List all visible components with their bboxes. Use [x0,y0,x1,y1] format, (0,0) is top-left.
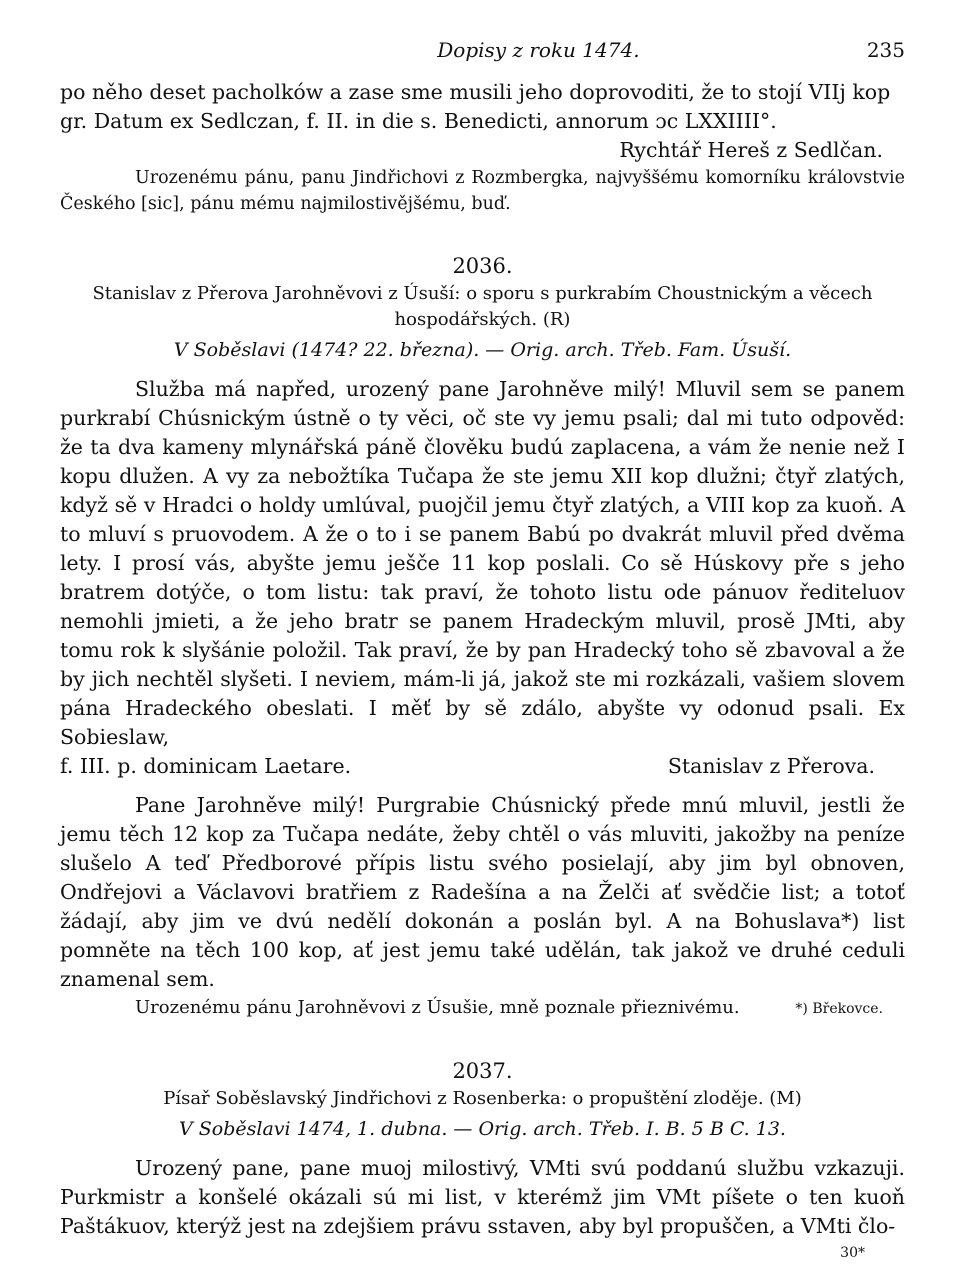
letter-2036-address: Urozenému pánu Jarohněvovi z Úsušie, mně poznale přieznivému. [135,997,740,1018]
letter-heading-2036: Stanislav z Přerova Jarohněvovi z Úsuší: o sporu s purkrabím Choustnickým a věcech hospodářských. (R) [92,283,873,330]
running-head [60,38,905,78]
running-title: Dopisy z roku 1474. [437,38,640,62]
letter-dateline-2037: V Soběslavi 1474, 1. dubna. — Orig. arch. Třeb. I. B. 5 B C. 13. [179,1118,786,1140]
letter-number-2036: 2036. [452,254,513,278]
footnote: *) Břekovce. [795,1001,883,1017]
letter-2037-paragraph-1: Urozený pane, pane muoj milostivý, VMti svú poddanú službu vzkazuji. Purkmistr a konšelé okázali sú mi list, v kterémž jim VMt píšete o ten kuoň Paštákuov, kterýž jest na zdejšiem právu sstaven, aby byl propuščen, a VMti člo- [60,1156,905,1238]
letter-heading-2037: Písař Soběslavský Jindřichovi z Rosenberka: o propuštění zloděje. (M) [163,1088,802,1109]
letter-2036-paragraph-2: Pane Jarohněve milý! Purgrabie Chúsnický přede mnú mluvil, jestli že jemu těch 12 kop za Tučapa nedáte, žeby chtěl o vás mluviti, jakožby na peníze slušelo A teď Předborové přípis listu svého posielají, aby jim byl obnoven, Ondřejovi a Václavovi bratřiem z Radešína a na Želči ať svědčie list; a totoť žádají, aby jim ve dvú nedělí dokonán a poslán byl. A na Bohuslava*) list pomněte na těch 100 kop, ať jest jemu také udělán, tak jakož ve druhé ceduli znamenal sem. [60,793,905,991]
book-page [60,38,905,1261]
continuation-address [60,165,905,217]
letter-2036-signature: Stanislav z Přerova. [667,754,875,778]
letter-2036-address-row [60,994,905,1022]
sheet-signature: 30* [840,1245,865,1261]
continuation-line-2: gr. Datum ex Sedlczan, f. II. in die s. Benedicti, annorum ɔc LXXIIII°. [60,109,777,133]
letter-2036-closing [60,752,905,781]
letter-dateline-2036: V Soběslavi (1474? 22. března). — Orig. arch. Třeb. Fam. Úsuší. [173,339,792,361]
letter-number-2037: 2037. [452,1059,513,1083]
continuation-address-line-1: Urozenému pánu, panu Jindřichovi z Rozmbergka, najvyššému komorníku královstvie [135,168,905,188]
continuation-line-1: po něho deset pacholków a zase sme musili jeho doprovoditi, že to stojí VIIj kop [60,80,891,104]
continuation-address-line-2: Českého [sic], pánu mému najmilostivějšému, buď. [60,194,511,214]
page-number: 235 [866,38,905,62]
letter-2036-paragraph-1: Služba má napřed, urozený pane Jarohněve milý! Mluvil sem se panem purkrabí Chúsnickým ústně o ty věci, oč ste vy jemu psali; dal mi tuto odpověd: že ta dva kameny mlynářská páně člověku budú zaplacena, a vám že nenie než I kopu dlužen. A vy za nebožtíka Tučapa že ste jemu XII kop dlužni; čtyř zlatých, když sě v Hradci o holdy umlúval, puojčil jemu čtyř zlatých, a VIII kop za kuoň. A to mluví s pruovodem. A že o to i se panem Babú po dvakrát mluvil před dvěma lety. I prosí vás, abyšte jemu ješče 11 kop poslali. Co sě Húskovy pře s jeho bratrem dotýče, o tom listu: tak praví, že tohoto listu ode pánuov ředitеluov nemohli jmieti, a že jeho bratr se panem Hradeckým mluvil, prosě JMti, aby tomu rok k slyšánie položil. Tak praví, že by pan Hradecký toho sě zbavoval a že by jich nechtěl slyšeti. I neviem, mám-li já, jakož ste mi rozkázali, vašiem slovem pána Hradeckého obeslati. I měť by sě zdálo, abyšte vy odonud psali. Ex Sobieslaw, [60,377,905,749]
letter-2036-date-closing: f. III. p. dominicam Laetare. [60,754,352,778]
continuation-signature: Rychtář Hereš z Sedlčan. [619,138,883,162]
